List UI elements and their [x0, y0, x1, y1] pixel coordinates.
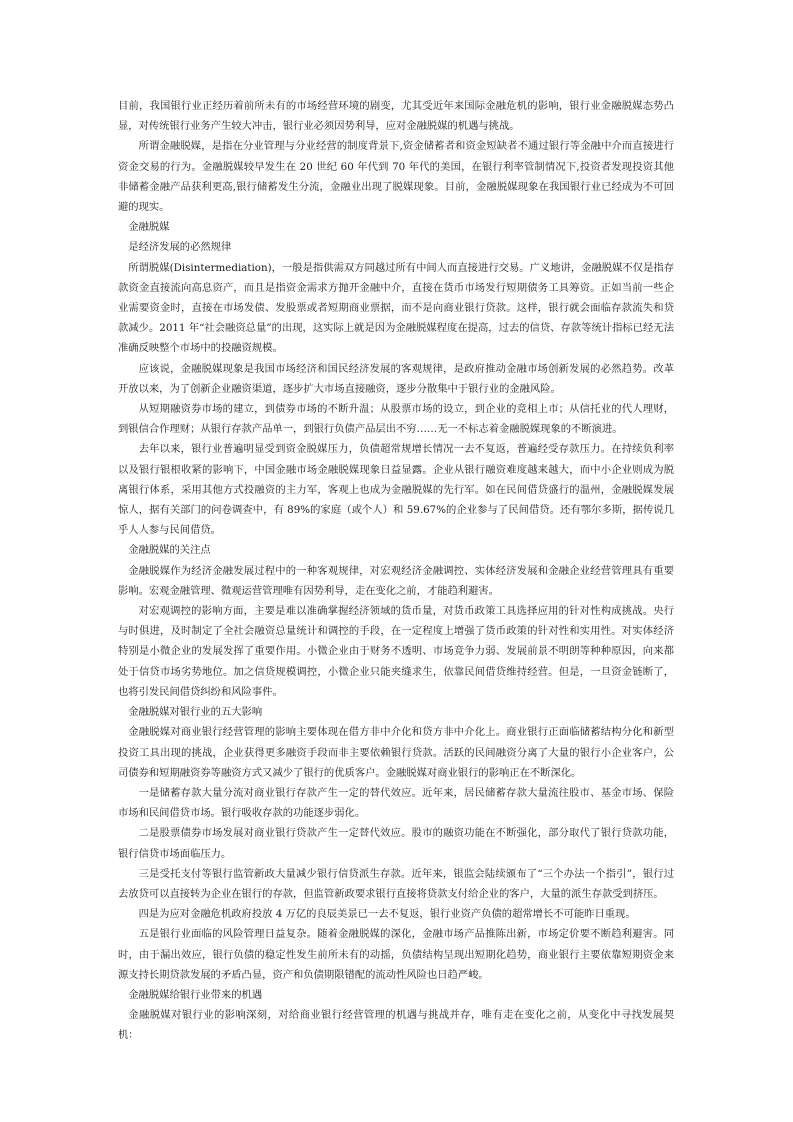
section-heading: 金融脱媒 — [128, 221, 170, 234]
document-body — [118, 96, 674, 1046]
paragraph-impact-3: 三是受托支付等银行监管新政大量减少银行信贷派生存款。近年来，银监会陆续颁布了“三个办法一个指引”，银行过去放贷可以直接转为企业在银行的存款，但监管新政要求银行直接将贷款支付给企业的客户，大量的派生存款受到挤压。 — [118, 867, 674, 900]
section-heading-opportunities: 金融脱媒给银行业带来的机遇 — [128, 988, 263, 1001]
paragraph-impact-2: 二是股票债券市场发展对商业银行贷款产生一定替代效应。股市的融资功能在不断强化，部分取代了银行贷款功能，银行信贷市场面临压力。 — [118, 827, 674, 860]
paragraph-disintermediation: 所谓脱媒(Disintermediation)，一般是指供需双方同越过所有中间人而直接进行交易。广义地讲，金融脱媒不仅是指存款资金直接流向高息资产，而且是指资金需求方抛开金融中介，直接在货币市场发行短期债务工具筹资。正如当前一些企业需要资金时，直接在市场发债、发股票或者短期商业票据，而不是向商业银行贷款。这样，银行就会面临存款流失和贷款减少。2011 年“社会融资总量”的出现，这实际上就是因为金融脱媒程度在提高，过去的信贷、存款等统计指标已经无法准确反映整个市场中的投融资规模。 — [118, 261, 674, 355]
paragraph-last-year: 去年以来，银行业普遍明显受到资金脱媒压力，负债超常规增长情况一去不复返，普遍经受存款压力。在持续负利率以及银行银根收紧的影响下，中国金融市场金融脱媒现象日益显露。企业从银行融资难度越来越大，而中小企业则成为脱离银行体系，采用其他方式投融资的主力军，客观上也成为金融脱媒的先行军。如在民间借贷盛行的温州，金融脱媒发展惊人，据有关部门的问卷调查中，有 89%的家庭（或个人）和 59.67%的企业参与了民间借贷。还有鄂尔多斯，据传说几乎人人参与民间借贷。 — [118, 443, 674, 537]
paragraph-definition: 所谓金融脱媒，是指在分业管理与分业经营的制度背景下,资金储蓄者和资金短缺者不通过银行等金融中介而直接进行资金交易的行为。金融脱媒较早发生在 20 世纪 60 年代到 70 年代的美国，在银行利率管制情况下,投资者发现投资其他非储蓄金融产品获利更高,银行储蓄发生分流，金融业出现了脱媒现象。目前，金融脱媒现象在我国银行业已经成为不可回避的现实。 — [118, 140, 674, 214]
paragraph-intro: 目前，我国银行业正经历着前所未有的市场经营环境的剧变，尤其受近年来国际金融危机的影响，银行业金融脱媒态势凸显，对传统银行业务产生较大冲击，银行业必须因势利导，应对金融脱媒的机遇与挑战。 — [118, 100, 674, 133]
section-heading-focus: 金融脱媒的关注点 — [128, 544, 211, 557]
paragraph-impacts-intro: 金融脱媒对商业银行经营管理的影响主要体现在借方非中介化和贷方非中介化上。商业银行正面临储蓄结构分化和新型投资工具出现的挑战，企业获得更多融资手段而非主要依赖银行贷款。活跃的民间融资分离了大量的银行小企业客户，公司债券和短期融资券等融资方式又减少了银行的优质客户。金融脱媒对商业银行的影响正在不断深化。 — [118, 726, 674, 779]
paragraph-impact-5: 五是银行业面临的风险管理日益复杂。随着金融脱媒的深化，金融市场产品推陈出新，市场定价要不断趋利避害。同时，由于漏出效应，银行负债的稳定性发生前所未有的动摇，负债结构呈现出短期化趋势，商业银行主要依靠短期资金来源支持长期贷款发展的矛盾凸显，资产和负债期限错配的流动性风险也日趋严峻。 — [118, 928, 674, 981]
paragraph-macro-control: 对宏观调控的影响方面，主要是难以准确掌握经济领域的货币量，对货币政策工具选择应用的针对性构成挑战。央行与时俱进，及时制定了全社会融资总量统计和调控的手段，在一定程度上增强了货币政策的针对性和实用性。对实体经济特别是小微企业的发展发挥了重要作用。小微企业由于财务不透明、市场竞争力弱、发展前景不明朗等种种原因，向来都处于信贷市场劣势地位。加之信贷规模调控，小微企业只能夹缝求生，依靠民间借贷维持经营。但是，一旦资金链断了，也将引发民间借贷纠纷和风险事件。 — [118, 605, 674, 698]
section-subheading: 是经济发展的必然规律 — [128, 241, 232, 254]
section-heading-five-impacts: 金融脱媒对银行业的五大影响 — [128, 706, 263, 719]
paragraph-objective-law: 应该说，金融脱媒现象是我国市场经济和国民经济发展的客观规律，是政府推动金融市场创新发展的必然趋势。改革开放以来，为了创新企业融资渠道，逐步扩大市场直接融资，逐步分散集中于银行业的金融风险。 — [118, 362, 674, 395]
paragraph-impact-4: 四是为应对金融危机政府投放 4 万亿的良辰美景已一去不复返，银行业资产负债的超常增长不可能昨日重现。 — [138, 908, 636, 921]
paragraph-opportunities-intro: 金融脱媒对银行业的影响深刻，对给商业银行经营管理的机遇与挑战并存，唯有走在变化之前，从变化中寻找发展契机： — [118, 1009, 674, 1042]
paragraph-evolution: 从短期融资券市场的建立，到债券市场的不断升温；从股票市场的设立，到企业的竞相上市；从信托业的代人理财，到银信合作理财；从银行存款产品单一，到银行负债产品层出不穷……无一不标志着金融脱媒现象的不断演进。 — [118, 403, 674, 436]
paragraph-focus-intro: 金融脱媒作为经济金融发展过程中的一种客观规律，对宏观经济金融调控、实体经济发展和金融企业经营管理具有重要影响。宏观金融管理、微观运营管理唯有因势利导，走在变化之前，才能趋利避害。 — [118, 564, 674, 597]
paragraph-impact-1: 一是储蓄存款大量分流对商业银行存款产生一定的替代效应。近年来，居民储蓄存款大量流往股市、基金市场、保险市场和民间借贷市场。银行吸收存款的功能逐步弱化。 — [118, 786, 674, 820]
